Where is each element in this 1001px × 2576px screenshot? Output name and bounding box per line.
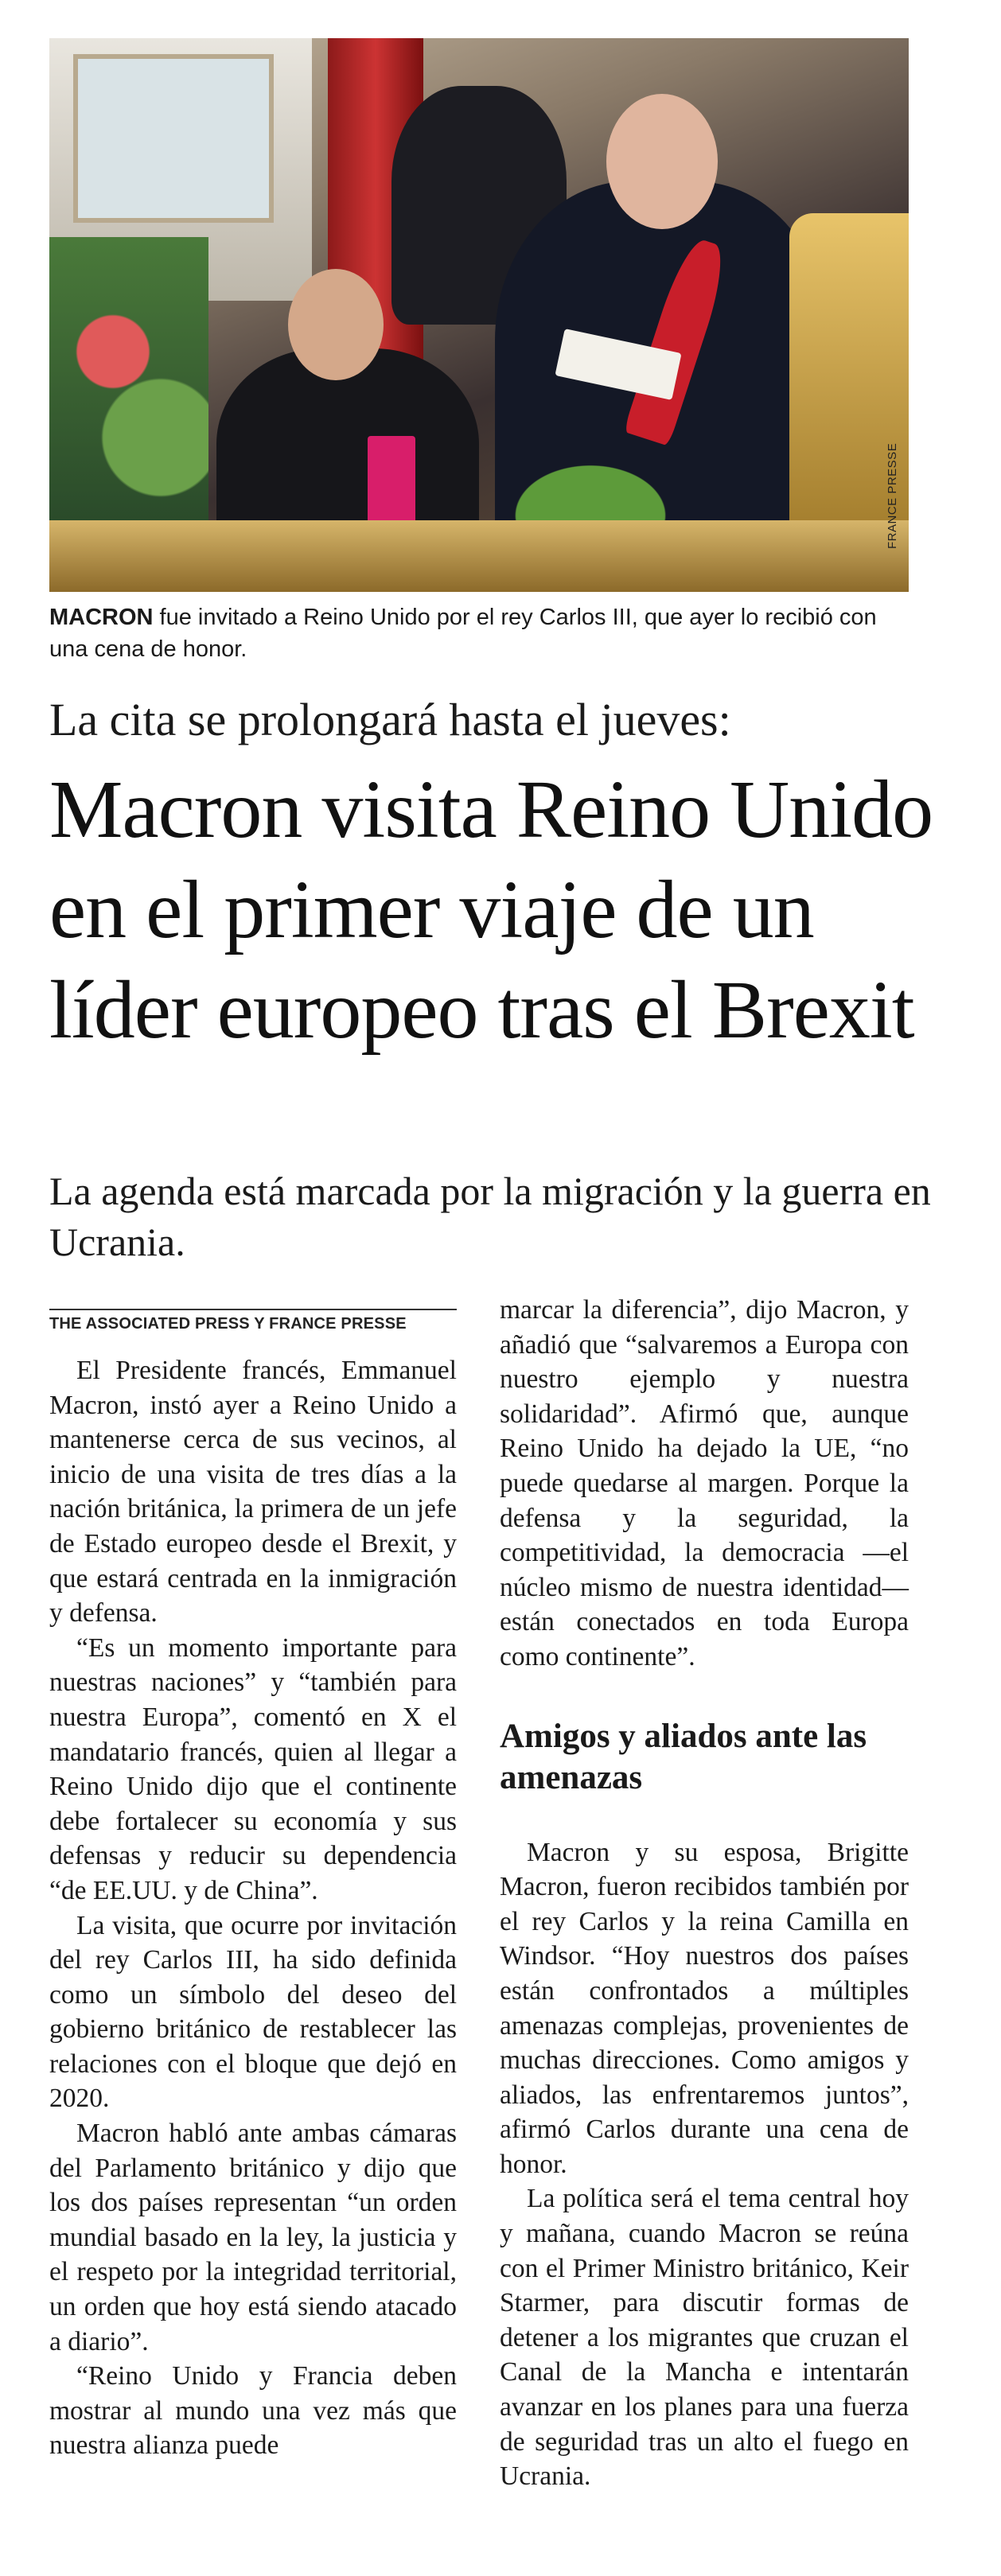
photo-credit: FRANCE PRESSE bbox=[886, 442, 899, 549]
article-column-right bbox=[500, 1293, 909, 2494]
deck: La agenda está marcada por la migración y la guerra en Ucrania. bbox=[49, 1169, 931, 1264]
caption-lead: MACRON bbox=[49, 605, 154, 630]
article-column-left bbox=[49, 1309, 457, 2463]
photo-caption bbox=[49, 601, 909, 665]
paragraph: El Presidente francés, Emmanuel Macron, instó ayer a Reino Unido a mantenerse cerca de sus vecinos, al inicio de una visita de tres días a la nación británica, la primera de un jefe de Estado europeo desde el Brexit, y que estará centrada en la inmigración y defensa. bbox=[49, 1356, 457, 1628]
headline: Macron visita Reino Unido en el primer viaje de un líder europeo tras el Brexit bbox=[49, 764, 933, 1056]
caption-text: fue invitado a Reino Unido por el rey Carlos III, que ayer lo recibió con una cena de honor. bbox=[49, 605, 877, 662]
news-photo bbox=[49, 38, 909, 592]
paragraph-continuation: marcar la diferencia”, dijo Macron, y añadió que “salvaremos a Europa con nuestro ejemplo y nuestra solidaridad”. Afirmó que, aunque Reino Unido ha dejado la UE, “no puede quedarse al margen. Porque la defensa y la seguridad, la competitividad, la democracia —el núcleo mismo de nuestra identidad— están conectados en toda Europa como continente”. bbox=[500, 1295, 909, 1671]
byline: THE ASSOCIATED PRESS Y FRANCE PRESSE bbox=[49, 1309, 457, 1333]
paragraph: “Es un momento importante para nuestras naciones” y “también para nuestra Europa”, comentó en X el mandatario francés, quien al llegar a Reino Unido dijo que el continente debe fortalecer su economía y sus defensas y reducir su dependencia “de EE.UU. y de China”. bbox=[49, 1632, 457, 1905]
subheading: Amigos y aliados ante las amenazas bbox=[500, 1717, 867, 1796]
paragraph: La visita, que ocurre por invitación del rey Carlos III, ha sido definida como un símbolo del deseo del gobierno británico de restablecer las relaciones con el bloque que dejó en 2020. bbox=[49, 1910, 457, 2114]
paragraph: “Reino Unido y Francia deben mostrar al mundo una vez más que nuestra alianza puede bbox=[49, 2361, 457, 2461]
paragraph: Macron habló ante ambas cámaras del Parlamento británico y dijo que los dos países representan “un orden mundial basado en la ley, la justicia y el respeto por la integridad territorial, un orden que hoy está siendo atacado a diario”. bbox=[49, 2119, 457, 2356]
paragraph: Macron y su esposa, Brigitte Macron, fueron recibidos también por el rey Carlos y la reina Camilla en Windsor. “Hoy nuestros dos países están confrontados a múltiples amenazas complejas, provenientes de muchas direcciones. Como amigos y aliados, las enfrentaremos juntos”, afirmó Carlos durante una cena de honor. bbox=[500, 1837, 909, 2179]
paragraph: La política será el tema central hoy y mañana, cuando Macron se reúna con el Primer Ministro británico, Keir Starmer, para discutir formas de detener a los migrantes que cruzan el Canal de la Mancha e intentarán avanzar en los planes para una fuerza de seguridad tras un alto el fuego en Ucrania. bbox=[500, 2184, 909, 2492]
kicker: La cita se prolongará hasta el jueves: bbox=[49, 694, 731, 745]
